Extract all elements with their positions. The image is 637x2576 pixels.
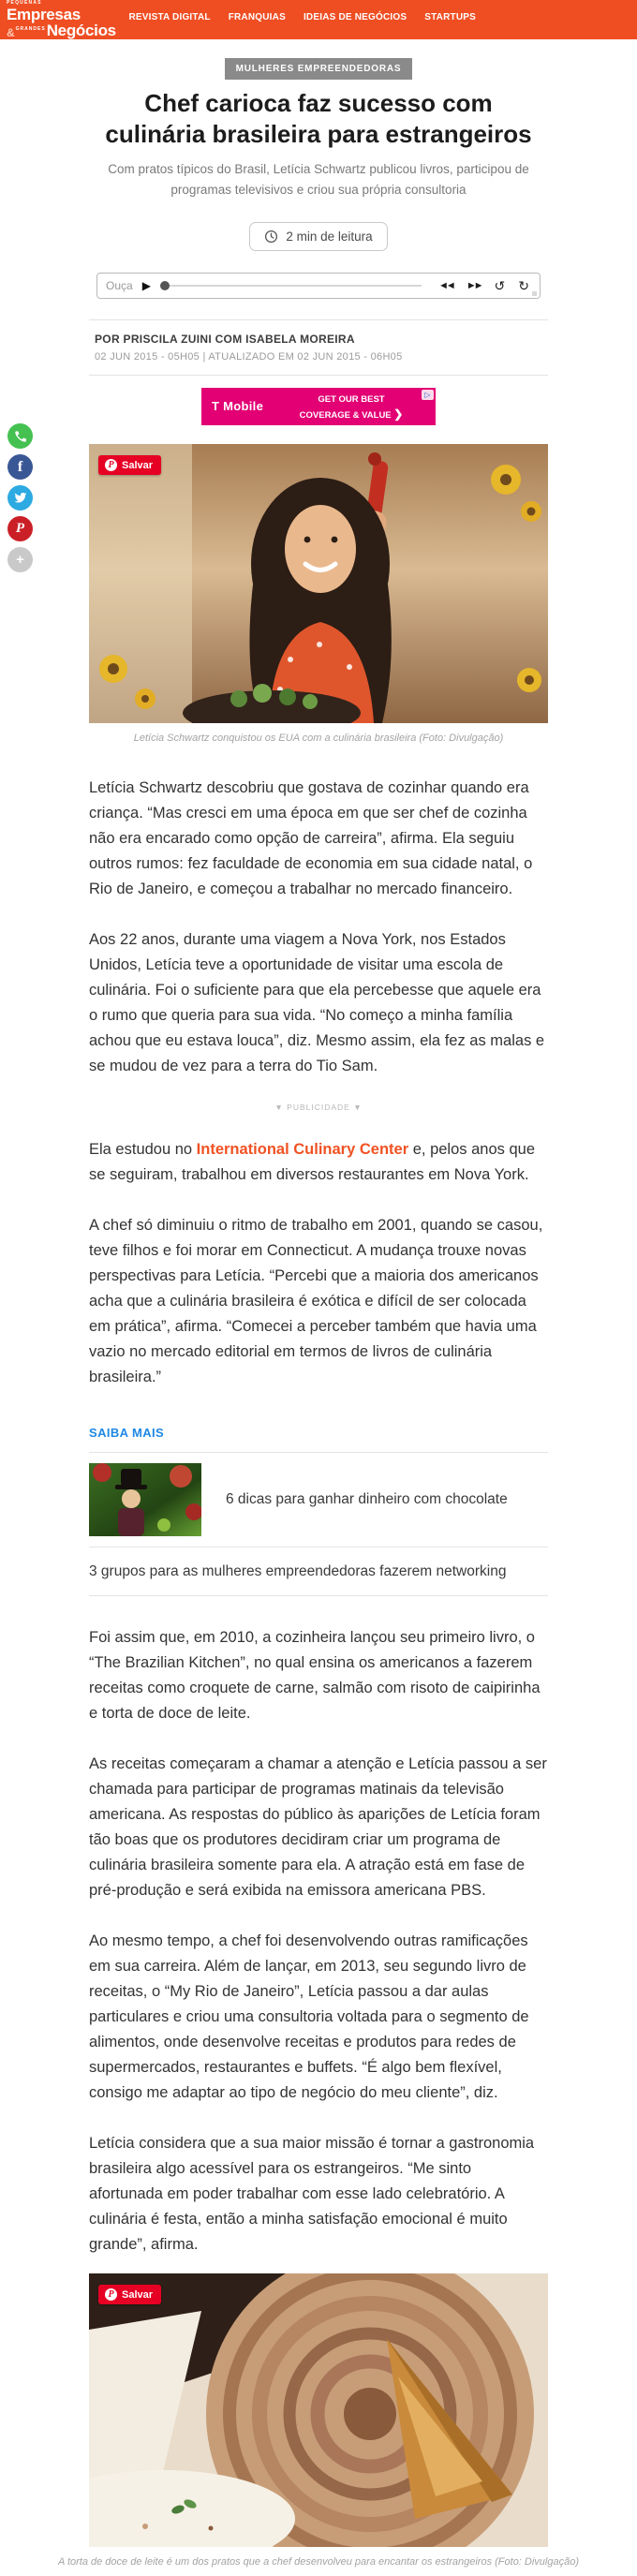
pinterest-icon: P bbox=[105, 459, 117, 471]
related-thumbnail bbox=[89, 1463, 201, 1536]
nav-startups[interactable]: STARTUPS bbox=[424, 12, 476, 22]
paragraph: As receitas começaram a chamar a atenção e Letícia passou a ser chamada para participar de programas matinais da televisão americana. As respostas do público às aparições de Letícia foram tão boas que os produtores decidiram criar um programa de culinária brasileira somente para ela. A atração está em fase de pré-produção e será exibida na emissora americana PBS. bbox=[89, 1755, 547, 1900]
article-subtitle: Com pratos típicos do Brasil, Letícia Schwartz publicou livros, participou de programas televisivos e criou sua própria consultoria bbox=[108, 162, 529, 197]
article-photo-chef bbox=[89, 444, 548, 723]
pinterest-share-button[interactable] bbox=[7, 516, 33, 541]
chef-figure bbox=[249, 478, 391, 723]
ad-line-2: COVERAGE & VALUE bbox=[299, 410, 392, 421]
related-link-chocolate[interactable] bbox=[89, 1453, 548, 1547]
site-logo[interactable] bbox=[7, 1, 116, 38]
article-body bbox=[89, 776, 548, 2258]
play-button[interactable]: ▶ bbox=[141, 279, 151, 293]
paragraph: Aos 22 anos, durante uma viagem a Nova York, nos Estados Unidos, Letícia teve a oportunidade de visitar uma escola de culinária. Foi o suficiente para que ela percebesse que aquele era o rumo que queria para sua vida. “No começo a minha família achou que eu estava louca”, diz. Mesmo assim, ela fez as malas e se mudou de vez para a terra do Tio Sam. bbox=[89, 930, 545, 1074]
related-item bbox=[89, 1547, 548, 1597]
replay-back-button[interactable]: ↺ bbox=[494, 278, 506, 294]
ad-message bbox=[286, 394, 417, 422]
audio-progress-knob[interactable] bbox=[160, 281, 170, 290]
paragraph bbox=[89, 1137, 548, 1188]
audio-progress-bar[interactable] bbox=[160, 285, 422, 287]
fast-forward-button[interactable]: ►► bbox=[466, 279, 481, 291]
related-link-networking[interactable] bbox=[89, 1547, 548, 1596]
whatsapp-share-button[interactable] bbox=[7, 423, 33, 449]
paragraph-text: e, pelos anos que se seguiram, trabalhou em diversos restaurantes em Nova York. bbox=[89, 1140, 535, 1183]
dessert-photo-illustration bbox=[89, 2273, 548, 2547]
pinterest-save-button[interactable] bbox=[98, 2285, 161, 2304]
dateline: 02 JUN 2015 - 05H05 | ATUALIZADO EM 02 JUN 2015 - 06H05 bbox=[95, 351, 403, 363]
share-rail bbox=[7, 423, 33, 572]
main-nav bbox=[128, 12, 476, 22]
logo-ampersand: & bbox=[7, 26, 15, 39]
chef-photo-illustration bbox=[89, 444, 548, 723]
pinterest-icon: P bbox=[15, 521, 25, 536]
facebook-icon: f bbox=[17, 458, 23, 475]
title-line-2: culinária brasileira para estrangeiros bbox=[105, 119, 532, 148]
article-photo-dessert bbox=[89, 2273, 548, 2547]
save-label: Salvar bbox=[122, 2288, 154, 2301]
plus-icon: + bbox=[16, 552, 24, 568]
read-time-button[interactable] bbox=[249, 222, 387, 251]
ad-line-1: GET OUR BEST bbox=[318, 394, 385, 406]
facebook-share-button[interactable] bbox=[7, 454, 33, 480]
replay-forward-button[interactable]: ↻ bbox=[518, 278, 529, 294]
photo-caption: Letícia Schwartz conquistou os EUA com a culinária brasileira (Foto: Divulgação) bbox=[133, 733, 504, 745]
audio-label: Ouça bbox=[106, 279, 133, 293]
nav-ideias-de-negocios[interactable]: IDEIAS DE NEGÓCIOS bbox=[303, 12, 407, 22]
pinterest-icon: P bbox=[105, 2288, 117, 2301]
logo-small-mid: GRANDES bbox=[15, 26, 46, 32]
tmobile-logo: T Mobile bbox=[212, 399, 264, 414]
ad-banner[interactable] bbox=[201, 388, 436, 425]
save-label: Salvar bbox=[122, 459, 154, 471]
twitter-share-button[interactable] bbox=[7, 485, 33, 511]
related-item bbox=[89, 1452, 548, 1547]
saiba-mais-heading: SAIBA MAIS bbox=[89, 1425, 165, 1440]
audio-handle bbox=[532, 291, 537, 296]
wonka-thumb-illustration bbox=[89, 1463, 201, 1536]
related-title: 6 dicas para ganhar dinheiro com chocolate bbox=[226, 1490, 508, 1507]
paragraph: Foi assim que, em 2010, a cozinheira lançou seu primeiro livro, o “The Brazilian Kitchen”, no qual ensina os americanos a fazerem receitas como croquete de carne, salmão com risoto de caipirinha e torta de doce de leite. bbox=[89, 1629, 541, 1723]
logo-line1: Empresas bbox=[7, 6, 81, 23]
byline: POR PRISCILA ZUINI COM ISABELA MOREIRA bbox=[95, 333, 355, 347]
pinterest-save-button[interactable] bbox=[98, 455, 161, 475]
paragraph: A chef só diminuiu o ritmo de trabalho em 2001, quando se casou, teve filhos e foi morar em Connecticut. A mudança trouxe novas perspectivas para Letícia. “Percebi que a maioria dos americanos acha que a culinária brasileira é exótica e difícil de ser colocada em prática”, afirma. “Comecei a perceber também que havia uma vazio no mercado editorial em termos de livros de culinária brasileira.” bbox=[89, 1216, 543, 1385]
adchoices-icon[interactable]: ▷ bbox=[422, 390, 434, 400]
nav-revista-digital[interactable]: REVISTA DIGITAL bbox=[128, 12, 211, 22]
logo-line2: Negócios bbox=[46, 22, 116, 39]
photo-caption: A torta de doce de leite é um dos pratos que a chef desenvolveu para encantar os estrangeiros (Foto: Divulgação) bbox=[57, 2556, 580, 2569]
read-time-label: 2 min de leitura bbox=[286, 229, 373, 244]
publicidade-marker: ▼ PUBLICIDADE ▼ bbox=[274, 1102, 363, 1112]
saiba-mais-box bbox=[89, 1426, 548, 1597]
title-line-1: Chef carioca faz sucesso com bbox=[144, 89, 493, 117]
ad-arrow-icon: ❯ bbox=[393, 407, 404, 421]
page-title bbox=[75, 88, 562, 149]
paragraph: Letícia Schwartz descobriu que gostava de cozinhar quando era criança. “Mas cresci em uma época em que ser chef de cozinha não era encarado como opção de carreira”, afirma. Ela seguiu outros rumos: fez faculdade de economia em sua cidade natal, o Rio de Janeiro, e começou a trabalhar no mercado financeiro. bbox=[89, 778, 533, 897]
paragraph: Ao mesmo tempo, a chef foi desenvolvendo outras ramificações em sua carreira. Além de lançar, em 2013, seu segundo livro de receitas, o “My Rio de Janeiro”, Letícia passou a dar aulas particulares e criou uma consultoria voltada para o segmento de alimentos, onde desenvolve receitas e produtos para redes de supermercados, restaurantes e buffets. “É algo bem flexível, consigo me adaptar ao tipo de negócio do meu cliente”, diz. bbox=[89, 1932, 529, 2102]
paragraph: Letícia considera que a sua maior missão é tornar a gastronomia brasileira algo acessível para os estrangeiros. “Me sinto afortunada em poder trabalhar com esse lado celebratório. A culinária é festa, então a minha satisfação emocional é muito grande”, afirma. bbox=[89, 2135, 535, 2254]
rewind-button[interactable]: ◄◄ bbox=[437, 279, 453, 291]
twitter-bird-icon bbox=[13, 491, 27, 505]
article-meta bbox=[89, 319, 548, 376]
logo-small-top: PEQUENAS bbox=[7, 0, 42, 6]
whatsapp-phone-icon bbox=[13, 429, 27, 443]
nav-franquias[interactable]: FRANQUIAS bbox=[228, 12, 286, 22]
clock-icon bbox=[264, 229, 278, 244]
culinary-center-link[interactable]: International Culinary Center bbox=[196, 1140, 409, 1158]
audio-player bbox=[96, 273, 541, 299]
more-share-button[interactable] bbox=[7, 547, 33, 572]
related-title: 3 grupos para as mulheres empreendedoras fazerem networking bbox=[89, 1562, 507, 1579]
paragraph-text: Ela estudou no bbox=[89, 1140, 197, 1158]
category-badge[interactable]: MULHERES EMPREENDEDORAS bbox=[225, 58, 413, 80]
site-header bbox=[0, 0, 637, 39]
